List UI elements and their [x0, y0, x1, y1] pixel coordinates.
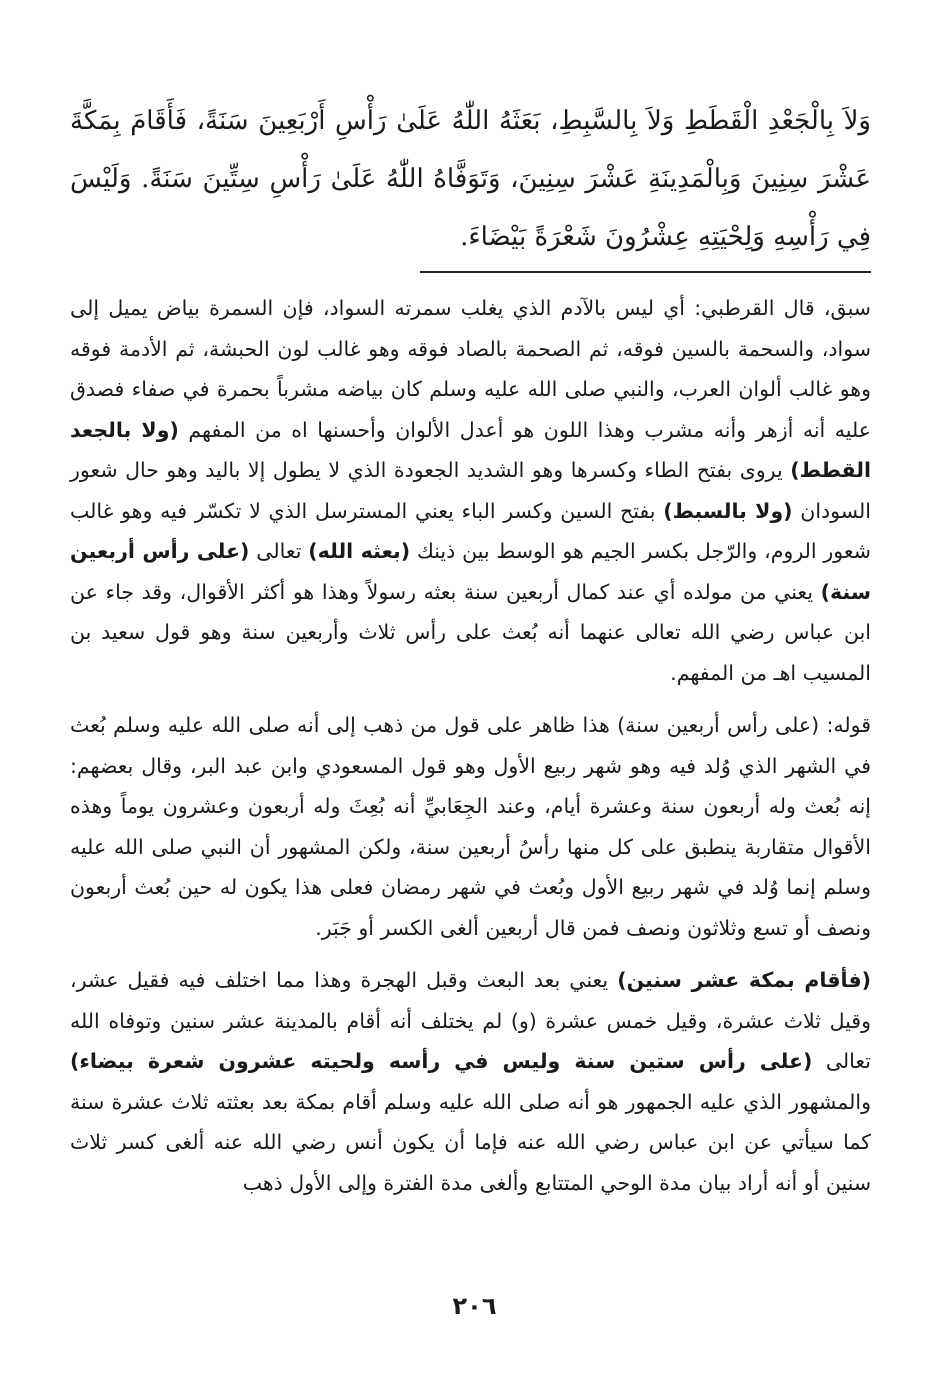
quoted-phrase: (بعثه الله)	[308, 539, 411, 563]
commentary-text: تعالى	[256, 539, 302, 563]
page-number: ٢٠٦	[452, 1292, 497, 1320]
commentary-text: يعني من مولده أي عند كمال أربعين سنة بعثه رسولاً وهذا هو أكثر الأقوال، وقد جاء عن ابن عباس رضي الله تعالى عنهما أنه بُعث على رأس ثلاث وأربعين سنة وهو قول سعيد بن المسيب اهـ من المفهم.	[70, 579, 871, 685]
quoted-phrase: (على رأس ستين سنة وليس في رأسه ولحيته عشرون شعرة بيضاء)	[70, 1049, 813, 1073]
hadith-text	[70, 92, 871, 266]
quoted-phrase: (فأقام بمكة عشر سنين)	[617, 968, 871, 992]
quoted-phrase: (على رأس أربعين سنة)	[70, 539, 871, 604]
quoted-phrase: (ولا بالجعد القطط)	[70, 417, 871, 482]
commentary-paragraph-2	[70, 705, 871, 948]
commentary-text: يعني بعد البعث وقبل الهجرة وهذا مما اختلف فيه فقيل عشر، وقيل ثلاث عشرة، وقيل خمس عشرة (و) لم يختلف أنه أقام بالمدينة عشر سنين وتوفاه الله تعالى	[70, 968, 871, 1073]
hadith-text-content: وَلاَ بِالْجَعْدِ الْقَطَطِ وَلاَ بِالسَّبِطِ، بَعَثَهُ اللّٰهُ عَلَىٰ رَأْسِ أَرْبَعِينَ سَنَةً، فَأَقَامَ بِمَكَّةَ عَشْرَ سِنِينَ وَبِالْمَدِينَةِ عَشْرَ سِنِينَ، وَتَوَفَّاهُ اللّٰهُ عَلَىٰ رَأْسِ سِتِّينَ سَنَةً. وَلَيْسَ فِي رَأْسِهِ وَلِحْيَتِهِ عِشْرُونَ شَعْرَةً بَيْضَاءَ.	[70, 106, 871, 252]
commentary-text: بفتح السين وكسر الباء يعني المسترسل الذي لا تكسّر فيه وهو غالب شعور الروم، والرّجل بكسر الجيم هو الوسط بين ذينك	[70, 498, 871, 563]
quoted-phrase: (ولا بالسبط)	[663, 498, 793, 523]
commentary-text: يروى بفتح الطاء وكسرها وهو الشديد الجعودة الذي لا يطول إلا باليد وهو حال شعور السودان	[70, 458, 871, 523]
commentary-text: قوله: (على رأس أربعين سنة) هذا ظاهر على قول من ذهب إلى أنه صلى الله عليه وسلم بُعث في الشهر الذي وُلد فيه وهو شهر ربيع الأول وهو قول المسعودي وابن عبد البر، وقال بعضهم: إنه بُعث وله أربعون سنة وعشرة أيام، وعند الجِعَابيِّ أنه بُعِثَ وله أربعون وعشرون يوماً وهذه الأقوال متقاربة ينطبق على كل منها رأسُ أربعين سنة، ولكن المشهور أن النبي صلى الله عليه وسلم إنما وُلد في شهر ربيع الأول وبُعث في شهر رمضان فعلى هذا يكون له حين بُعث أربعون ونصف أو تسع وثلاثون ونصف فمن قال أربعين ألغى الكسر أو جَبَر.	[70, 713, 871, 940]
commentary-section	[70, 288, 871, 1215]
footnote-divider	[420, 271, 871, 273]
commentary-text: سبق، قال القرطبي: أي ليس بالآدم الذي يغلب سمرته السواد، فإن السمرة بياض يميل إلى سواد، والسحمة بالسين فوقه، ثم الصحمة بالصاد فوقه وهو غالب لون الحبشة، ثم الأدمة فوقه وهو غالب ألوان العرب، والنبي صلى الله عليه وسلم كان بياضه مشرباً بحمرة في صفاء فصدق عليه أنه أزهر وأنه مشرب وهذا اللون هو أعدل الألوان وأحسنها اه من المفهم	[70, 296, 871, 442]
commentary-text: والمشهور الذي عليه الجمهور هو أنه صلى الله عليه وسلم أقام بمكة بعد بعثته ثلاث عشرة سنة كما سيأتي عن ابن عباس رضي الله عنه فإما أن يكون أنس رضي الله عنه ألغى كسر ثلاث سنين أو أنه أراد بيان مدة الوحي المتتابع وألغى مدة الفترة وإلى الأول ذهب	[70, 1089, 871, 1195]
commentary-paragraph-1	[70, 288, 871, 693]
commentary-paragraph-3	[70, 960, 871, 1203]
